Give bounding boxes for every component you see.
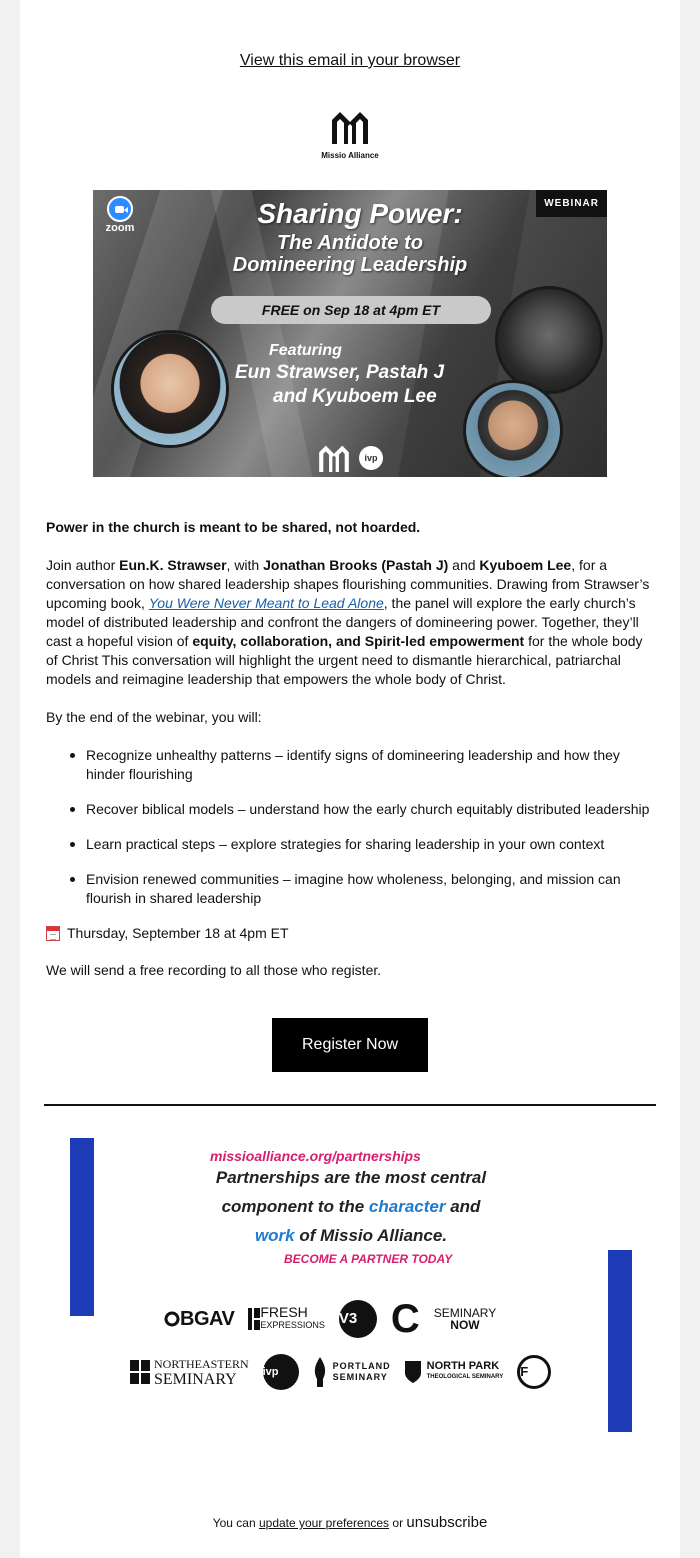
avatar-kyuboem-lee — [463, 380, 563, 477]
partnership-line-1: Partnerships are the most central — [215, 1168, 487, 1187]
banner-logos — [317, 444, 387, 472]
accent-bar-right — [608, 1250, 632, 1432]
avatar-eun-strawser — [111, 330, 229, 448]
event-date-text: Thursday, September 18 at 4pm ET — [67, 925, 289, 941]
north-park-seminary-logo: NORTH PARK THEOLOGICAL SEMINARY — [405, 1361, 504, 1383]
view-in-browser-link[interactable]: View this email in your browser — [239, 52, 461, 69]
update-preferences-link[interactable]: update your preferences — [258, 1516, 390, 1530]
missio-logo-icon — [317, 444, 351, 472]
partnerships-banner[interactable] — [70, 1138, 632, 1432]
fresh-mark-icon — [248, 1308, 260, 1330]
become-partner-cta: BECOME A PARTNER TODAY — [284, 1252, 453, 1266]
divider — [44, 1104, 656, 1106]
event-date — [46, 924, 656, 943]
shield-icon — [405, 1361, 421, 1383]
speaker-names-2: and Kyuboem Lee — [273, 386, 437, 407]
webinar-banner[interactable] — [93, 190, 607, 477]
partnership-url: missioalliance.org/partnerships — [210, 1148, 421, 1164]
email-footer: You can update your preferences or unsubscribe — [212, 1514, 488, 1531]
list-item: Learn practical steps – explore strategies for sharing leadership in your own context — [70, 835, 656, 854]
zoom-label: zoom — [105, 222, 135, 234]
bgav-mark-icon — [164, 1311, 180, 1327]
list-item: Envision renewed communities – imagine how wholeness, belonging, and mission can flourish in shared leadership — [70, 870, 656, 908]
missio-alliance-logo[interactable] — [310, 110, 390, 160]
calendar-icon — [46, 926, 60, 941]
forge-logo: F — [517, 1355, 551, 1389]
partner-logos-row-1 — [164, 1297, 510, 1341]
lead-text: Power in the church is meant to be shared, not hoarded. — [46, 519, 421, 535]
partner-logos-row-2 — [130, 1354, 565, 1390]
intro-paragraph: Join author Eun.K. Strawser, with Jonathan Brooks (Pastah J) and Kyuboem Lee, for a conversation on how shared leadership shapes flourishing communities. Drawing from Strawser’s upcoming book, You Were Never Meant to Lead Alone, the panel will explore the early church’s model of distributed leadership and confront the dangers of domineering power. Together, they’ll cast a hopeful vision of equity, collaboration, and Spirit-led empowerment for the whole body of Christ This conversation will highlight the urgent need to dismantle hierarchical, patriarchal models and reimagine leadership that empowers the whole body of Christ. — [46, 557, 650, 687]
webinar-tag: WEBINAR — [536, 190, 607, 217]
fresh-expressions-logo: FRESH EXPRESSIONS — [248, 1306, 325, 1332]
seminary-now-logo: SEMINARY NOW — [433, 1306, 497, 1332]
ivp-logo: ivp — [359, 446, 383, 470]
date-pill: FREE on Sep 18 at 4pm ET — [211, 296, 491, 324]
partnership-line-2: component to the character and — [221, 1197, 481, 1216]
bgav-logo: BGAV — [164, 1308, 234, 1331]
register-now-button[interactable]: Register Now — [272, 1018, 428, 1072]
northeastern-seminary-logo: NORTHEASTERN SEMINARY — [130, 1357, 249, 1387]
v3-logo: V3 — [339, 1300, 377, 1338]
banner-subtitle-1: The Antidote to — [277, 232, 423, 254]
list-item: Recognize unhealthy patterns – identify signs of domineering leadership and how they hinder flourishing — [70, 746, 656, 784]
cultivating-communities-logo: C — [390, 1297, 420, 1341]
email-container — [20, 0, 680, 1558]
portland-seminary-logo: PORTLAND SEMINARY — [313, 1357, 391, 1387]
email-body — [46, 518, 656, 999]
avatar-pastah-j — [495, 286, 603, 394]
list-intro: By the end of the webinar, you will: — [46, 709, 262, 725]
missio-logo-icon — [330, 110, 370, 144]
list-item: Recover biblical models – understand how the early church equitably distributed leadership — [70, 800, 656, 819]
outcomes-list — [70, 746, 656, 908]
partnership-line-3: work of Missio Alliance. — [254, 1226, 448, 1245]
banner-title: Sharing Power: — [257, 198, 463, 229]
northeastern-mark-icon — [130, 1360, 150, 1384]
flame-icon — [313, 1357, 327, 1387]
ivp-logo: ivp — [263, 1354, 299, 1390]
logo-text: Missio Alliance — [321, 151, 379, 160]
banner-subtitle-2: Domineering Leadership — [232, 254, 468, 276]
book-link[interactable]: You Were Never Meant to Lead Alone — [148, 595, 384, 611]
unsubscribe-link[interactable]: unsubscribe — [406, 1514, 488, 1531]
speaker-names-1: Eun Strawser, Pastah J — [235, 362, 445, 383]
recording-note: We will send a free recording to all those who register. — [46, 962, 382, 978]
featuring-label: Featuring — [269, 342, 342, 359]
